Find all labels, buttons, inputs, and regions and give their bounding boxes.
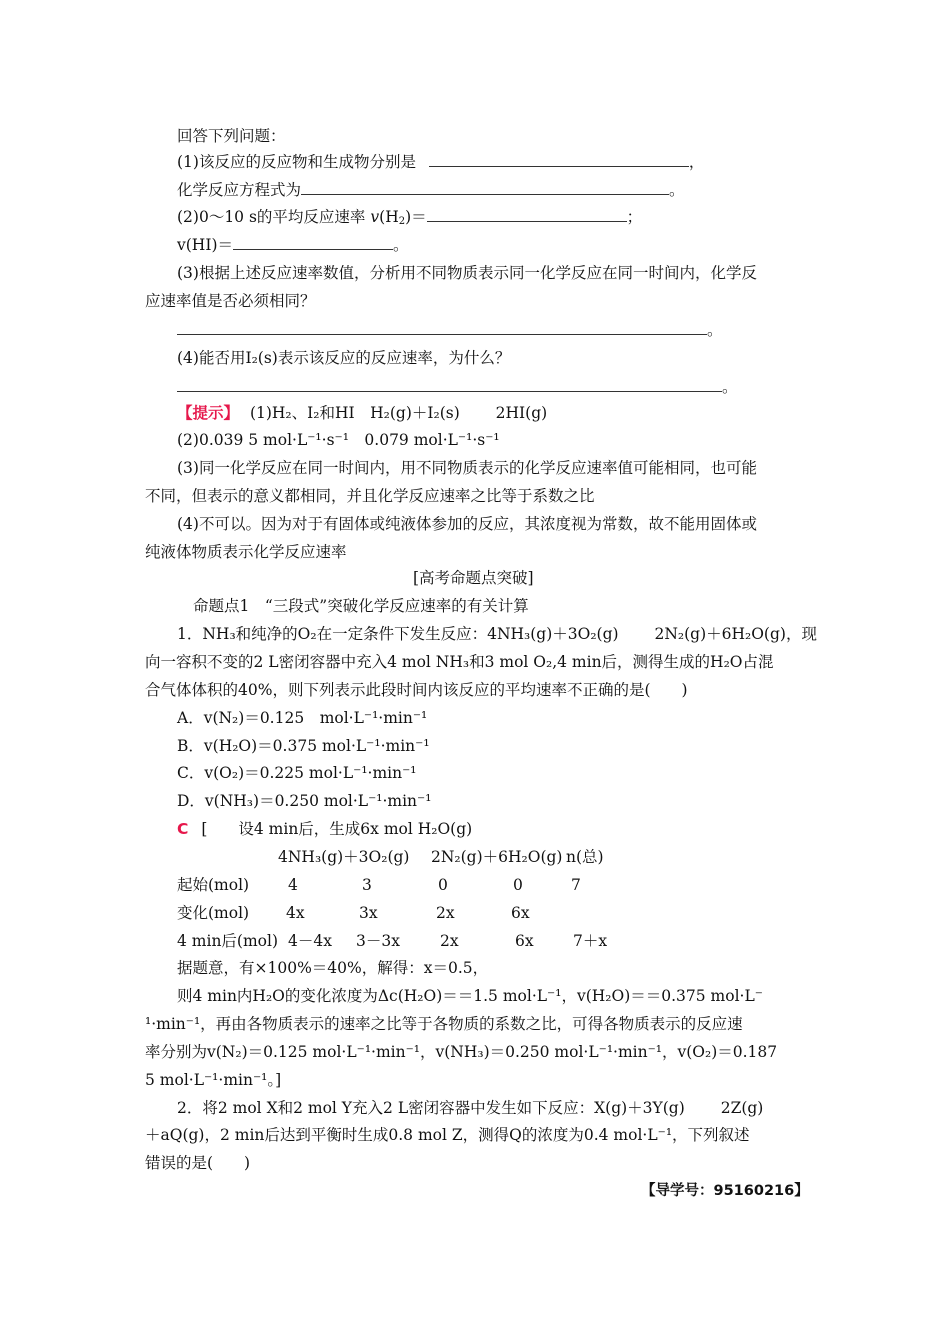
problem-1-line-1: 1．NH₃和纯净的O₂在一定条件下发生反应：4NH₃(g)＋3O₂(g) 2N₂(g)＋6H₂O(g)，现 [177,625,817,643]
problem-2-line-2: ＋aQ(g)，2 min后达到平衡时生成0.8 mol Z，测得Q的浓度为0.4 mol·L⁻¹，下列叙述 [145,1126,750,1144]
problem-1-line-2: 向一容积不变的2 L密闭容器中充入4 mol NH₃和3 mol O₂,4 min后，测得生成的H₂O占混 [145,653,774,671]
calc-line-4: 率分别为v(N₂)＝0.125 mol·L⁻¹·min⁻¹，v(NH₃)＝0.250 mol·L⁻¹·min⁻¹，v(O₂)＝0.187 [145,1043,778,1061]
answer-blank [177,375,722,392]
problem-1-line-3: 合气体体积的40%，则下列表示此段时间内该反应的平均速率不正确的是( ) [145,681,688,699]
table-header-reactants: 4NH₃(g)＋3O₂(g) [278,848,410,866]
table-cell: 4x [286,904,305,922]
option-d: D．v(NH₃)＝0.250 mol·L⁻¹·min⁻¹ [177,792,432,810]
hint-line-3b: 不同，但表示的意义都相同，并且化学反应速率之比等于系数之比 [145,487,595,505]
topic-title: 命题点1 “三段式”突破化学反应速率的有关计算 [193,597,529,615]
option-a: A．v(N₂)＝0.125 mol·L⁻¹·min⁻¹ [177,709,428,727]
hint-line-4a: (4)不可以。因为对于有固体或纯液体参加的反应，其浓度视为常数，故不能用固体或 [177,515,757,533]
answer-blank [177,318,707,335]
hint-line-1: 【提示】 (1)H₂、I₂和HI H₂(g)＋I₂(s) 2HI(g) [177,404,548,422]
problem-2-line-3: 错误的是( ) [145,1154,251,1172]
table-cell: 4 [288,876,298,894]
option-c: C．v(O₂)＝0.225 mol·L⁻¹·min⁻¹ [177,764,417,782]
answer-blank [427,205,627,222]
answer-letter: C [177,820,189,838]
calc-line-1: 据题意，有×100%＝40%，解得：x＝0.5， [177,959,489,977]
table-header-total: n(总) [566,848,604,866]
answer-blank [429,150,689,167]
question-3-line-1: (3)根据上述反应速率数值，分析用不同物质表示同一化学反应在同一时间内，化学反 [177,264,757,282]
answer-line: C [ 设4 min后，生成6x mol H₂O(g) [177,820,473,838]
answer-blank [301,178,669,195]
question-4-answer: 。 [177,375,738,398]
calc-line-3: ¹·min⁻¹，再由各物质表示的速率之比等于各物质的系数之比，可得各物质表示的反应速 [145,1015,743,1033]
question-3-answer: 。 [177,318,723,341]
guide-number: 【导学号：95160216】 [641,1183,809,1199]
problem-2-line-1: 2．将2 mol X和2 mol Y充入2 L密闭容器中发生如下反应：X(g)＋3Y(g) 2Z(g) [177,1099,764,1117]
table-cell: 3x [359,904,378,922]
table-row-label: 4 min后(mol) [177,932,279,950]
table-cell: 3－3x [356,932,400,950]
table-cell: 6x [511,904,530,922]
hint-line-2: (2)0.039 5 mol·L⁻¹·s⁻¹ 0.079 mol·L⁻¹·s⁻¹ [177,431,500,449]
table-row-label: 变化(mol) [177,904,250,922]
table-cell: 6x [515,932,534,950]
question-2-hi: v(HI)＝ 。 [177,233,409,256]
table-cell: 0 [513,876,523,894]
table-cell: 3 [362,876,372,894]
table-cell: 2x [436,904,455,922]
table-cell: 7＋x [573,932,608,950]
answer-blank [233,233,393,250]
table-cell: 7 [571,876,581,894]
calc-line-2: 则4 min内H₂O的变化浓度为Δc(H₂O)＝＝1.5 mol·L⁻¹，v(H₂O)＝＝0.375 mol·L⁻ [177,987,763,1005]
question-4: (4)能否用I₂(s)表示该反应的反应速率，为什么？ [177,349,511,367]
calc-line-5: 5 mol·L⁻¹·min⁻¹。] [145,1071,282,1089]
option-b: B．v(H₂O)＝0.375 mol·L⁻¹·min⁻¹ [177,737,430,755]
hint-line-3a: (3)同一化学反应在同一时间内，用不同物质表示的化学反应速率值可能相同，也可能 [177,459,757,477]
intro-line: 回答下列问题： [177,127,286,145]
table-cell: 2x [440,932,459,950]
question-2: (2)0～10 s的平均反应速率 $v(H_2)=$ ； [177,205,642,228]
question-1: (1)该反应的反应物和生成物分别是 ， [177,150,704,173]
table-row-label: 起始(mol) [177,876,250,894]
question-1-equation: 化学反应方程式为 。 [177,178,685,201]
table-cell: 0 [438,876,448,894]
section-title: [高考命题点突破] [413,569,534,587]
table-header-products: 2N₂(g)＋6H₂O(g) [431,848,563,866]
question-3-line-2: 应速率值是否必须相同？ [145,292,316,310]
hint-label: 【提示】 [177,404,240,422]
hint-line-4b: 纯液体物质表示化学反应速率 [145,543,347,561]
table-cell: 4－4x [288,932,332,950]
